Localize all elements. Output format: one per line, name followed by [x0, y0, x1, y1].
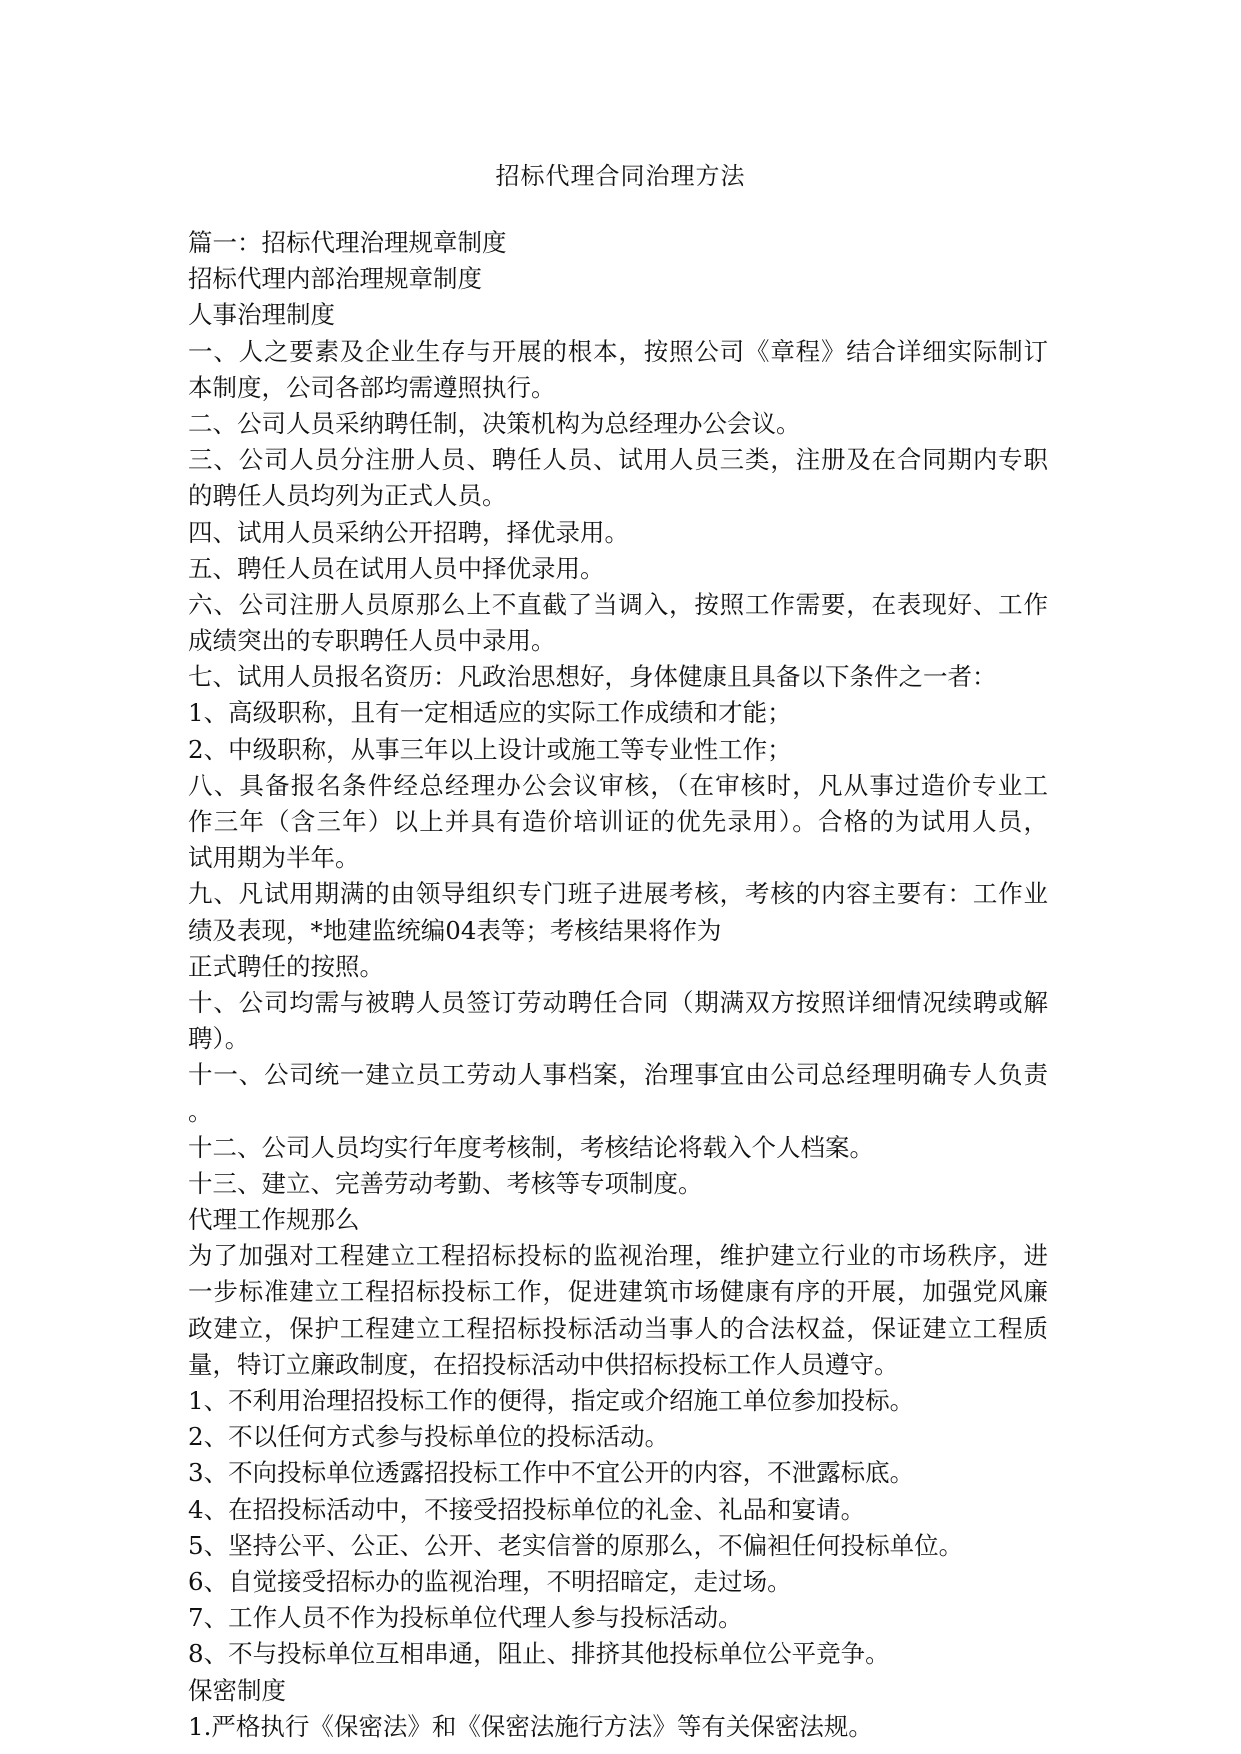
document-line: 五、聘任人员在试用人员中择优录用。	[188, 553, 605, 583]
document-title: 招标代理合同治理方法	[495, 162, 746, 190]
document-line: 的聘任人员均列为正式人员。	[188, 481, 507, 511]
document-line: 招标代理内部治理规章制度	[188, 264, 482, 294]
document-line: 5、坚持公平、公正、公开、老实信誉的原那么，不偏袒任何投标单位。	[188, 1530, 964, 1560]
document-body	[188, 225, 1048, 1745]
document-line: 七、试用人员报名资历：凡政治思想好，身体健康且具备以下条件之一者：	[188, 662, 997, 692]
document-line: 本制度，公司各部均需遵照执行。	[188, 372, 556, 402]
document-line: 3、不向投标单位透露招投标工作中不宜公开的内容，不泄露标底。	[188, 1458, 915, 1488]
document-line: 十一、公司统一建立员工劳动人事档案，治理事宜由公司总经理明确专人负责	[188, 1060, 1048, 1090]
document-line: 政建立，保护工程建立工程招标投标活动当事人的合法权益，保证建立工程质	[188, 1313, 1048, 1343]
document-line: 2、不以任何方式参与投标单位的投标活动。	[188, 1422, 670, 1452]
document-line: 十二、公司人员均实行年度考核制，考核结论将载入个人档案。	[188, 1132, 874, 1162]
document-line: 十三、建立、完善劳动考勤、考核等专项制度。	[188, 1168, 703, 1198]
document-line: 试用期为半年。	[188, 843, 360, 873]
document-line: 九、凡试用期满的由领导组织专门班子进展考核，考核的内容主要有：工作业	[188, 879, 1048, 909]
document-line: 4、在招投标活动中，不接受招投标单位的礼金、礼品和宴请。	[188, 1494, 866, 1524]
document-line: 十、公司均需与被聘人员签订劳动聘任合同（期满双方按照详细情况续聘或解	[188, 987, 1048, 1017]
document-line: 代理工作规那么	[188, 1205, 360, 1235]
document-line: 7、工作人员不作为投标单位代理人参与投标活动。	[188, 1603, 743, 1633]
document-line: 三、公司人员分注册人员、聘任人员、试用人员三类，注册及在合同期内专职	[188, 445, 1048, 475]
document-line: 四、试用人员采纳公开招聘，择优录用。	[188, 517, 629, 547]
document-line: 聘）。	[188, 1024, 250, 1054]
document-line: 1、不利用治理招投标工作的便得，指定或介绍施工单位参加投标。	[188, 1386, 915, 1415]
document-line: 8、不与投标单位互相串通，阻止、排挤其他投标单位公平竞争。	[188, 1639, 890, 1669]
document-line: 二、公司人员采纳聘任制，决策机构为总经理办公会议。	[188, 408, 801, 438]
document-line: 为了加强对工程建立工程招标投标的监视治理，维护建立行业的市场秩序，进	[188, 1241, 1048, 1271]
document-line: 一步标准建立工程招标投标工作，促进建筑市场健康有序的开展，加强党风廉	[188, 1277, 1048, 1307]
document-line: 保密制度	[188, 1675, 286, 1705]
document-line: 六、公司注册人员原那么上不直截了当调入，按照工作需要，在表现好、工作	[188, 589, 1048, 619]
document-line: 一、人之要素及企业生存与开展的根本，按照公司《章程》结合详细实际制订	[188, 336, 1048, 366]
document-line: 1、高级职称，且有一定相适应的实际工作成绩和才能；	[188, 698, 792, 728]
document-line: 成绩突出的专职聘任人员中录用。	[188, 626, 556, 656]
document-line: 量，特订立廉政制度，在招投标活动中供招标投标工作人员遵守。	[188, 1349, 899, 1379]
document-line: 篇一：招标代理治理规章制度	[188, 228, 507, 257]
document-line: 八、具备报名条件经总经理办公会议审核，（在审核时，凡从事过造价专业工	[188, 770, 1048, 800]
document-line: 人事治理制度	[188, 300, 335, 330]
document-line: 2、中级职称，从事三年以上设计或施工等专业性工作；	[188, 734, 792, 764]
document-line: 绩及表现，*地建监统编04表等；考核结果将作为	[188, 915, 722, 945]
document-line: 。	[188, 1096, 213, 1126]
document-line: 作三年（含三年）以上并具有造价培训证的优先录用）。合格的为试用人员，	[188, 807, 1048, 836]
document-line: 6、自觉接受招标办的监视治理，不明招暗定，走过场。	[188, 1566, 792, 1596]
document-line: 正式聘任的按照。	[188, 951, 384, 981]
document-line: 1.严格执行《保密法》和《保密法施行方法》等有关保密法规。	[188, 1711, 873, 1741]
